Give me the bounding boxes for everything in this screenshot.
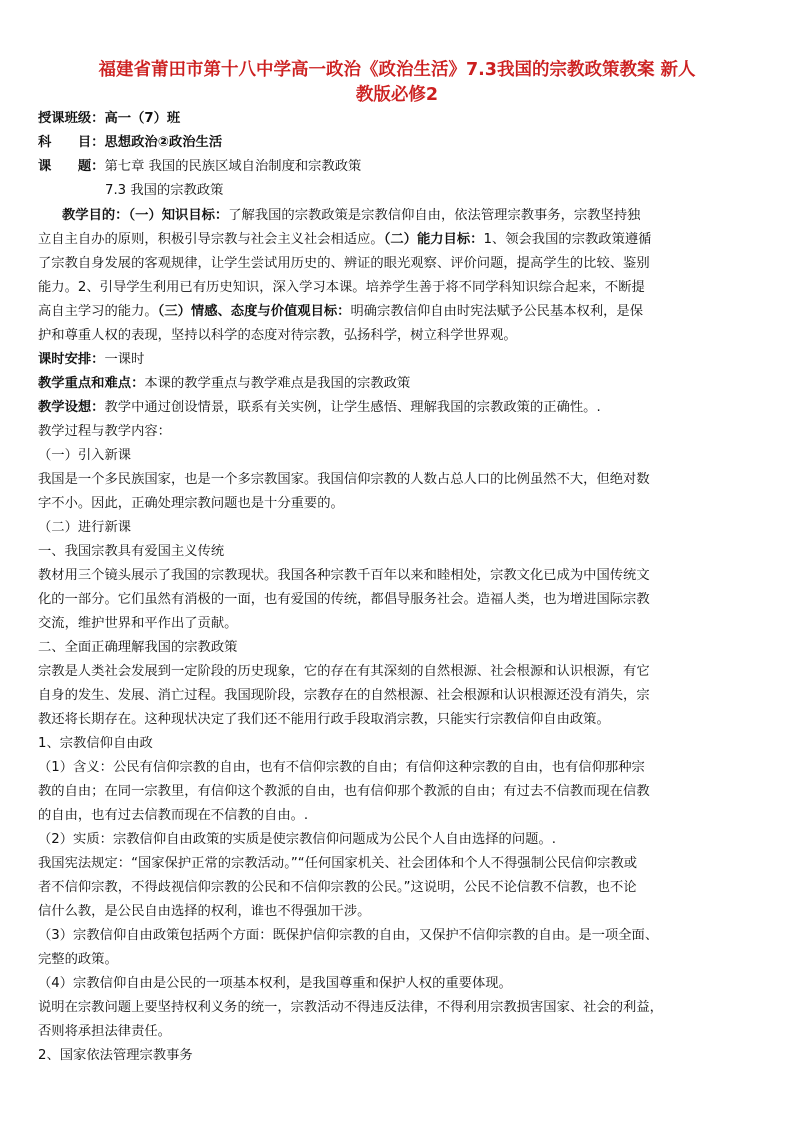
topic-subtitle: 7.3 我国的宗教政策 bbox=[105, 183, 224, 198]
body-line: （二）进行新课 bbox=[38, 520, 132, 535]
objectives-knowledge-label: 教学目的：（一）知识目标： bbox=[62, 208, 229, 223]
subject-value: 思想政治②政治生活 bbox=[104, 135, 223, 150]
body-line: 2、国家依法管理宗教事务 bbox=[38, 1048, 193, 1063]
design-label: 教学设想： bbox=[38, 400, 105, 415]
body-line: 教的自由；在同一宗教里，有信仰这个教派的自由，也有信仰那个教派的自由；有过去不信教而现在信教 bbox=[38, 784, 650, 799]
body-line: 信什么教，是公民自由选择的权利，谁也不得强加干涉。 bbox=[38, 904, 371, 919]
design-line bbox=[38, 399, 601, 417]
body-line: 1、宗教信仰自由政 bbox=[38, 736, 153, 751]
class-value: 高一（7）班 bbox=[104, 111, 181, 126]
document-title-line-1: 福建省莆田市第十八中学高一政治《政治生活》7.3我国的宗教政策教案 新人 bbox=[98, 60, 696, 80]
body-line: （4）宗教信仰自由是公民的一项基本权利，是我国尊重和保护人权的重要体现。 bbox=[38, 976, 512, 991]
objectives-line-6: 护和尊重人权的表现，坚持以科学的态度对待宗教，弘扬科学，树立科学世界观。 bbox=[38, 328, 517, 343]
body-line: 化的一部分。它们虽然有消极的一面，也有爱国的传统，都倡导服务社会。造福人类，也为增进国际宗教 bbox=[38, 592, 650, 607]
objectives-emotion-label: （三）情感、态度与价值观目标： bbox=[157, 304, 351, 319]
body-line: 字不小。因此，正确处理宗教问题也是十分重要的。 bbox=[38, 496, 344, 511]
schedule-value: 一课时 bbox=[104, 352, 145, 367]
body-line: 交流，维护世界和平作出了贡献。 bbox=[38, 616, 238, 631]
class-label: 授课班级： bbox=[38, 111, 105, 126]
body-line: 完整的政策。 bbox=[38, 952, 118, 967]
key-points-label: 教学重点和难点： bbox=[38, 376, 145, 391]
objectives-text-5a: 高自主学习的能力。 bbox=[38, 304, 158, 319]
document-title-line-2: 教版必修2 bbox=[355, 85, 439, 105]
body-line: （一）引入新课 bbox=[38, 448, 132, 463]
subject-label: 科 目： bbox=[38, 135, 105, 150]
key-points-line bbox=[38, 375, 410, 393]
class-line bbox=[38, 110, 180, 128]
objectives-line-2 bbox=[38, 231, 651, 249]
body-line: 我国宪法规定：“国家保护正常的宗教活动。”“任何国家机关、社会团体和个人不得强制公民信仰宗教或 bbox=[38, 856, 638, 871]
objectives-line-4: 能力。2、引导学生利用已有历史知识，深入学习本课。培养学生善于将不同学科知识综合起来，不断提 bbox=[38, 280, 645, 295]
objectives-line-5 bbox=[38, 303, 643, 321]
body-line: 说明在宗教问题上要坚持权利义务的统一，宗教活动不得违反法律，不得利用宗教损害国家、社会的利益， bbox=[38, 1000, 663, 1015]
topic-line bbox=[38, 158, 361, 176]
body-line: 二、全面正确理解我国的宗教政策 bbox=[38, 640, 238, 655]
body-line: 自身的发生、发展、消亡过程。我国现阶段，宗教存在的自然根源、社会根源和认识根源还没有消失，宗 bbox=[38, 688, 650, 703]
body-line: 教材用三个镜头展示了我国的宗教现状。我国各种宗教千百年以来和睦相处，宗教文化已成为中国传统文 bbox=[38, 568, 650, 583]
schedule-line bbox=[38, 351, 144, 369]
objectives-line-1 bbox=[62, 207, 640, 225]
objectives-text-5b: 明确宗教信仰自由时宪法赋予公民基本权利，是保 bbox=[350, 304, 644, 319]
topic-value: 第七章 我国的民族区域自治制度和宗教政策 bbox=[104, 159, 362, 174]
body-line: （2）实质：宗教信仰自由政策的实质是使宗教信仰问题成为公民个人自由选择的问题。. bbox=[38, 832, 556, 847]
design-value: 教学中通过创设情景，联系有关实例，让学生感悟、理解我国的宗教政策的正确性。. bbox=[104, 400, 601, 415]
body-line: 的自由，也有过去信教而现在不信教的自由。. bbox=[38, 808, 309, 823]
body-line: 教还将长期存在。这种现状决定了我们还不能用行政手段取消宗教，只能实行宗教信仰自由政策。 bbox=[38, 712, 610, 727]
body-line: 否则将承担法律责任。 bbox=[38, 1024, 171, 1039]
body-line: （3）宗教信仰自由政策包括两个方面：既保护信仰宗教的自由，又保护不信仰宗教的自由。是一项全面、 bbox=[38, 928, 659, 943]
body-line: （1）含义：公民有信仰宗教的自由，也有不信仰宗教的自由；有信仰这种宗教的自由，也有信仰那种宗 bbox=[38, 760, 645, 775]
body-line: 我国是一个多民族国家，也是一个多宗教国家。我国信仰宗教的人数占总人口的比例虽然不大，但绝对数 bbox=[38, 472, 650, 487]
objectives-text-2b: 1、领会我国的宗教政策遵循 bbox=[483, 232, 652, 247]
subject-line bbox=[38, 134, 222, 152]
schedule-label: 课时安排： bbox=[38, 352, 105, 367]
topic-label: 课 题： bbox=[38, 159, 105, 174]
objectives-text-2a: 立自主自办的原则，积极引导宗教与社会主义社会相适应。 bbox=[38, 232, 384, 247]
key-points-value: 本课的教学重点与教学难点是我国的宗教政策 bbox=[144, 376, 411, 391]
body-line: 者不信仰宗教，不得歧视信仰宗教的公民和不信仰宗教的公民。”这说明，公民不论信教不信教，也不论 bbox=[38, 880, 637, 895]
body-line: 一、我国宗教具有爱国主义传统 bbox=[38, 544, 225, 559]
objectives-line-3: 了宗教自身发展的客观规律，让学生尝试用历史的、辨证的眼光观察、评价问题，提高学生的比较、鉴别 bbox=[38, 256, 650, 271]
objectives-knowledge-text: 了解我国的宗教政策是宗教信仰自由，依法管理宗教事务，宗教坚持独 bbox=[228, 208, 641, 223]
process-heading: 教学过程与教学内容： bbox=[38, 424, 171, 439]
objectives-ability-label: （二）能力目标： bbox=[383, 232, 484, 247]
body-line: 宗教是人类社会发展到一定阶段的历史现象，它的存在有其深刻的自然根源、社会根源和认识根源，有它 bbox=[38, 664, 650, 679]
